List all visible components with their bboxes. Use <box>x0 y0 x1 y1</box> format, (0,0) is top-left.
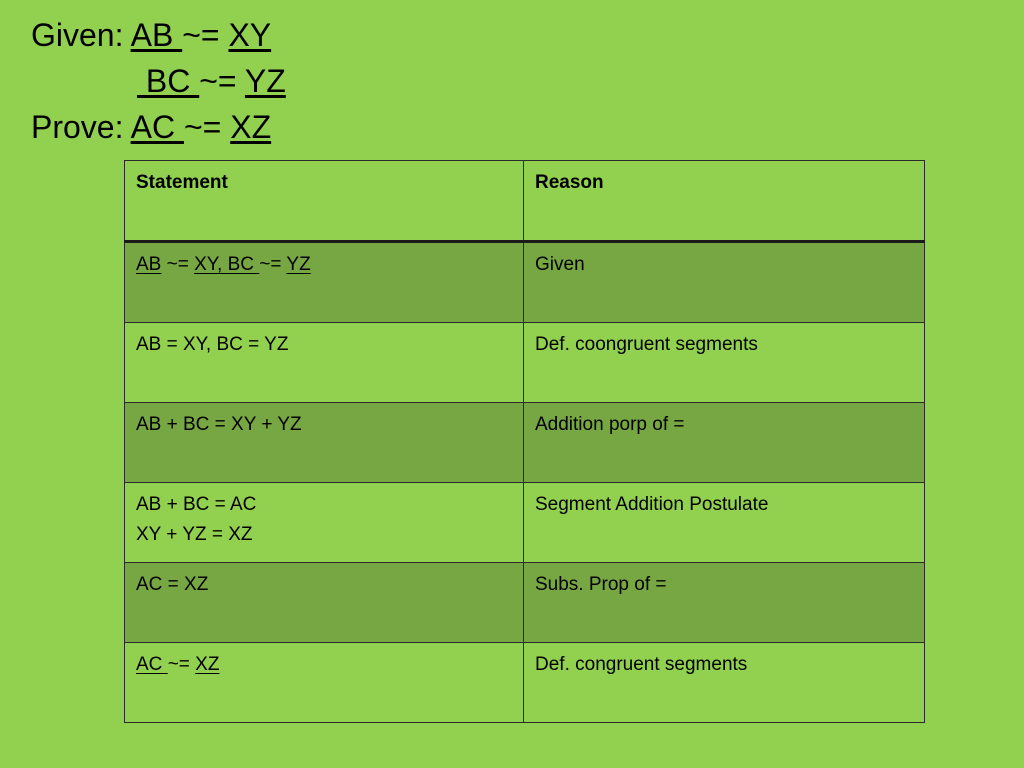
statement-header: Statement <box>125 161 524 242</box>
table-header-row <box>125 161 925 242</box>
table-row <box>125 483 925 563</box>
given-label: Given: <box>31 17 124 53</box>
reason-cell: Addition porp of = <box>524 403 925 483</box>
statement-cell: AB = XY, BC = YZ <box>125 323 524 403</box>
statement-cell: AC = XZ <box>125 563 524 643</box>
given-line-2 <box>31 58 286 104</box>
congruent-symbol: ~= <box>183 109 222 145</box>
statement-cell: AB + BC = AC XY + YZ = XZ <box>125 483 524 563</box>
prove-segment-ac: AC <box>130 109 184 145</box>
statement-cell: AB ~= XY, BC ~= YZ <box>125 242 524 323</box>
table-row <box>125 242 925 323</box>
prove-segment-xz: XZ <box>230 109 272 145</box>
given-line-1 <box>31 12 286 58</box>
table-row <box>125 643 925 723</box>
table-row <box>125 323 925 403</box>
table-row <box>125 403 925 483</box>
statement-cell: AB + BC = XY + YZ <box>125 403 524 483</box>
header <box>31 12 286 150</box>
reason-cell: Segment Addition Postulate <box>524 483 925 563</box>
reason-header: Reason <box>524 161 925 242</box>
prove-label: Prove: <box>31 109 124 145</box>
statement-cell: AC ~= XZ <box>125 643 524 723</box>
reason-cell: Subs. Prop of = <box>524 563 925 643</box>
proof-table <box>124 160 925 723</box>
congruent-symbol: ~= <box>199 63 237 99</box>
given-segment-bc: BC <box>137 63 200 99</box>
reason-cell: Def. coongruent segments <box>524 323 925 403</box>
congruent-symbol: ~= <box>182 17 220 53</box>
table-row <box>125 563 925 643</box>
reason-cell: Given <box>524 242 925 323</box>
reason-cell: Def. congruent segments <box>524 643 925 723</box>
given-segment-xy: XY <box>228 17 272 53</box>
prove-line <box>31 104 286 150</box>
given-segment-ab: AB <box>130 17 183 53</box>
given-segment-yz: YZ <box>244 63 286 99</box>
